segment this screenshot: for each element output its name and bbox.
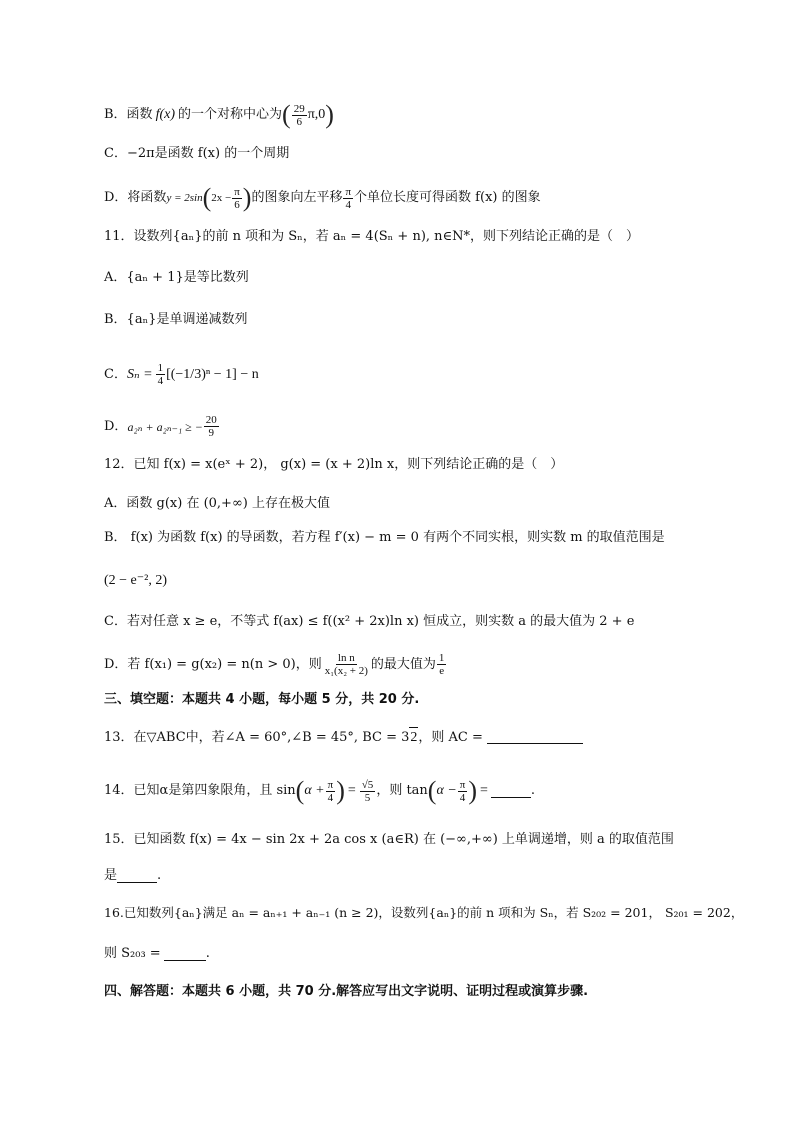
question-text: ，则 tan xyxy=(376,783,428,798)
frac-den: 4 xyxy=(345,198,352,211)
frac-den: 4 xyxy=(459,791,466,804)
section-heading-solutions xyxy=(104,982,588,1002)
answer-blank[interactable] xyxy=(491,785,531,798)
math-expr: = xyxy=(480,783,488,798)
math-expr: a₂ₙ + a₂ₙ₋₁ ≥ − xyxy=(127,419,203,434)
option-10d xyxy=(104,185,541,211)
fraction xyxy=(343,186,353,211)
fraction xyxy=(292,103,307,128)
option-10c xyxy=(104,144,289,164)
frac-num: π xyxy=(345,185,352,198)
punctuation: . xyxy=(157,868,162,883)
option-label: B．函数 xyxy=(104,107,153,122)
frac-num: 29 xyxy=(293,102,305,115)
math-expr: y = 2sin xyxy=(166,192,203,204)
question-16 xyxy=(104,903,743,923)
question-text: 11．设数列{aₙ}的前 n 项和为 Sₙ，若 aₙ = 4(Sₙ + n), n∈N*，则下列结论正确的是（ ） xyxy=(104,229,640,244)
question-text: 15．已知函数 f(x) = 4x − sin 2x + 2a cos x (a∈R) 在 (−∞,+∞) 上单调递增，则 a 的取值范围 xyxy=(104,832,674,847)
right-paren-icon: ) xyxy=(336,776,345,805)
option-11a xyxy=(104,268,249,288)
option-label: D． xyxy=(104,418,128,434)
question-text: 16.已知数列{aₙ}满足 aₙ = aₙ₊₁ + aₙ₋₁ (n ≥ 2)，设数列{aₙ}的前 n 项和为 Sₙ，若 S₂₀₂ = 201， S₂₀₁ = 202， xyxy=(104,905,744,920)
right-paren-icon: ) xyxy=(242,183,252,212)
frac-den: e xyxy=(439,665,445,677)
option-text: 个单位长度可得函数 f(x) 的图象 xyxy=(354,190,541,205)
math-expr: f(x) xyxy=(155,107,175,122)
right-paren-icon: ) xyxy=(468,776,477,805)
option-11d xyxy=(104,414,220,439)
option-12a xyxy=(104,494,330,514)
frac-den: 4 xyxy=(157,375,164,387)
answer-blank[interactable] xyxy=(487,731,583,744)
math-expr: [(−1/3)ⁿ − 1] − n xyxy=(166,366,259,382)
frac-num: √5 xyxy=(361,778,374,791)
frac-den: 5 xyxy=(364,791,371,804)
question-13 xyxy=(104,727,583,748)
math-expr: π,0 xyxy=(307,107,326,122)
question-12 xyxy=(104,455,563,475)
punctuation: . xyxy=(530,783,536,798)
option-text: B．{aₙ}是单调递减数列 xyxy=(104,312,248,327)
section-title: 三、填空题：本题共 4 小题，每小题 5 分，共 20 分. xyxy=(104,692,420,707)
left-paren-icon: ( xyxy=(295,776,305,805)
option-11b xyxy=(104,310,247,330)
question-text: 12．已知 f(x) = x(eˣ + 2)， g(x) = (x + 2)ln x，则下列结论正确的是（ ） xyxy=(104,457,564,472)
option-text: B． f(x) 为函数 f(x) 的导函数，若方程 f′(x) − m = 0 有两个不同实根，则实数 m 的取值范围是 xyxy=(104,530,665,545)
question-text: 13．在▽ABC中，若∠A = 60°,∠B = 45°, BC = 3 xyxy=(104,729,410,745)
frac-num: ln n xyxy=(337,652,355,664)
math-expr: (2 − e⁻², 2) xyxy=(104,573,168,588)
fraction xyxy=(360,779,376,804)
frac-den: 6 xyxy=(296,115,302,128)
option-text: 的一个对称中心为 xyxy=(178,107,283,122)
math-expr: 2x − xyxy=(211,192,232,204)
sqrt-expr: 2 xyxy=(409,727,418,748)
math-expr: = xyxy=(347,783,356,798)
math-expr: Sₙ = xyxy=(126,366,153,382)
fraction xyxy=(156,362,166,387)
answer-blank[interactable] xyxy=(164,948,206,961)
frac-num: π xyxy=(459,778,466,791)
frac-num: π xyxy=(327,778,334,791)
left-paren-icon: ( xyxy=(282,100,291,129)
question-15 xyxy=(104,830,674,850)
answer-blank[interactable] xyxy=(117,870,157,883)
frac-num: 1 xyxy=(438,652,445,664)
frac-den: 6 xyxy=(234,198,240,211)
option-12d xyxy=(104,652,447,677)
frac-num: π xyxy=(234,185,240,198)
question-15-continued xyxy=(104,866,161,886)
right-paren-icon: ) xyxy=(325,100,334,129)
left-paren-icon: ( xyxy=(202,183,212,212)
question-11 xyxy=(104,227,639,247)
punctuation: . xyxy=(205,946,210,961)
fraction xyxy=(232,186,242,211)
question-16-continued xyxy=(104,944,210,964)
math-expr: α + xyxy=(304,783,325,798)
math-expr: α − xyxy=(436,783,457,798)
fraction xyxy=(204,414,219,439)
frac-den: x₁(x₂ + 2) xyxy=(324,665,368,677)
option-text: C．若对任意 x ≥ e，不等式 f(ax) ≤ f((x² + 2x)ln x) 恒成立，则实数 a 的最大值为 2 + e xyxy=(104,614,635,629)
question-text: 是 xyxy=(104,868,118,883)
question-text: 14．已知α是第四象限角，且 sin xyxy=(104,783,296,798)
option-text: 的图象向左平移 xyxy=(251,190,343,205)
fraction xyxy=(326,779,336,804)
option-12c xyxy=(104,612,634,632)
option-text: 的最大值为 xyxy=(370,656,436,672)
option-text: A．{aₙ + 1}是等比数列 xyxy=(104,270,249,285)
fraction xyxy=(458,779,468,804)
option-text: A．函数 g(x) 在 (0,+∞) 上存在极大值 xyxy=(104,496,330,511)
fraction xyxy=(437,652,447,677)
frac-den: 9 xyxy=(208,427,215,439)
question-text: 则 S₂₀₃ = xyxy=(104,946,161,961)
left-paren-icon: ( xyxy=(427,776,437,805)
option-label: C． xyxy=(104,366,127,382)
option-11c xyxy=(104,362,259,387)
frac-num: 20 xyxy=(205,414,217,426)
section-title: 四、解答题：本题共 6 小题，共 70 分.解答应写出文字说明、证明过程或演算步骤. xyxy=(104,984,589,999)
section-heading-fill-in xyxy=(104,690,419,710)
option-12b xyxy=(104,528,665,548)
option-label: D．若 f(x₁) = g(x₂) = n(n > 0)，则 xyxy=(104,656,322,672)
option-10b xyxy=(104,102,334,128)
option-label: D．将函数 xyxy=(104,190,167,205)
question-text: ，则 AC = xyxy=(418,729,483,745)
question-14 xyxy=(104,778,535,804)
option-text: C．−2π是函数 f(x) 的一个周期 xyxy=(104,146,290,161)
frac-den: 4 xyxy=(327,791,334,804)
frac-num: 1 xyxy=(157,362,164,374)
option-12b-continued xyxy=(104,571,167,591)
fraction xyxy=(323,652,370,677)
